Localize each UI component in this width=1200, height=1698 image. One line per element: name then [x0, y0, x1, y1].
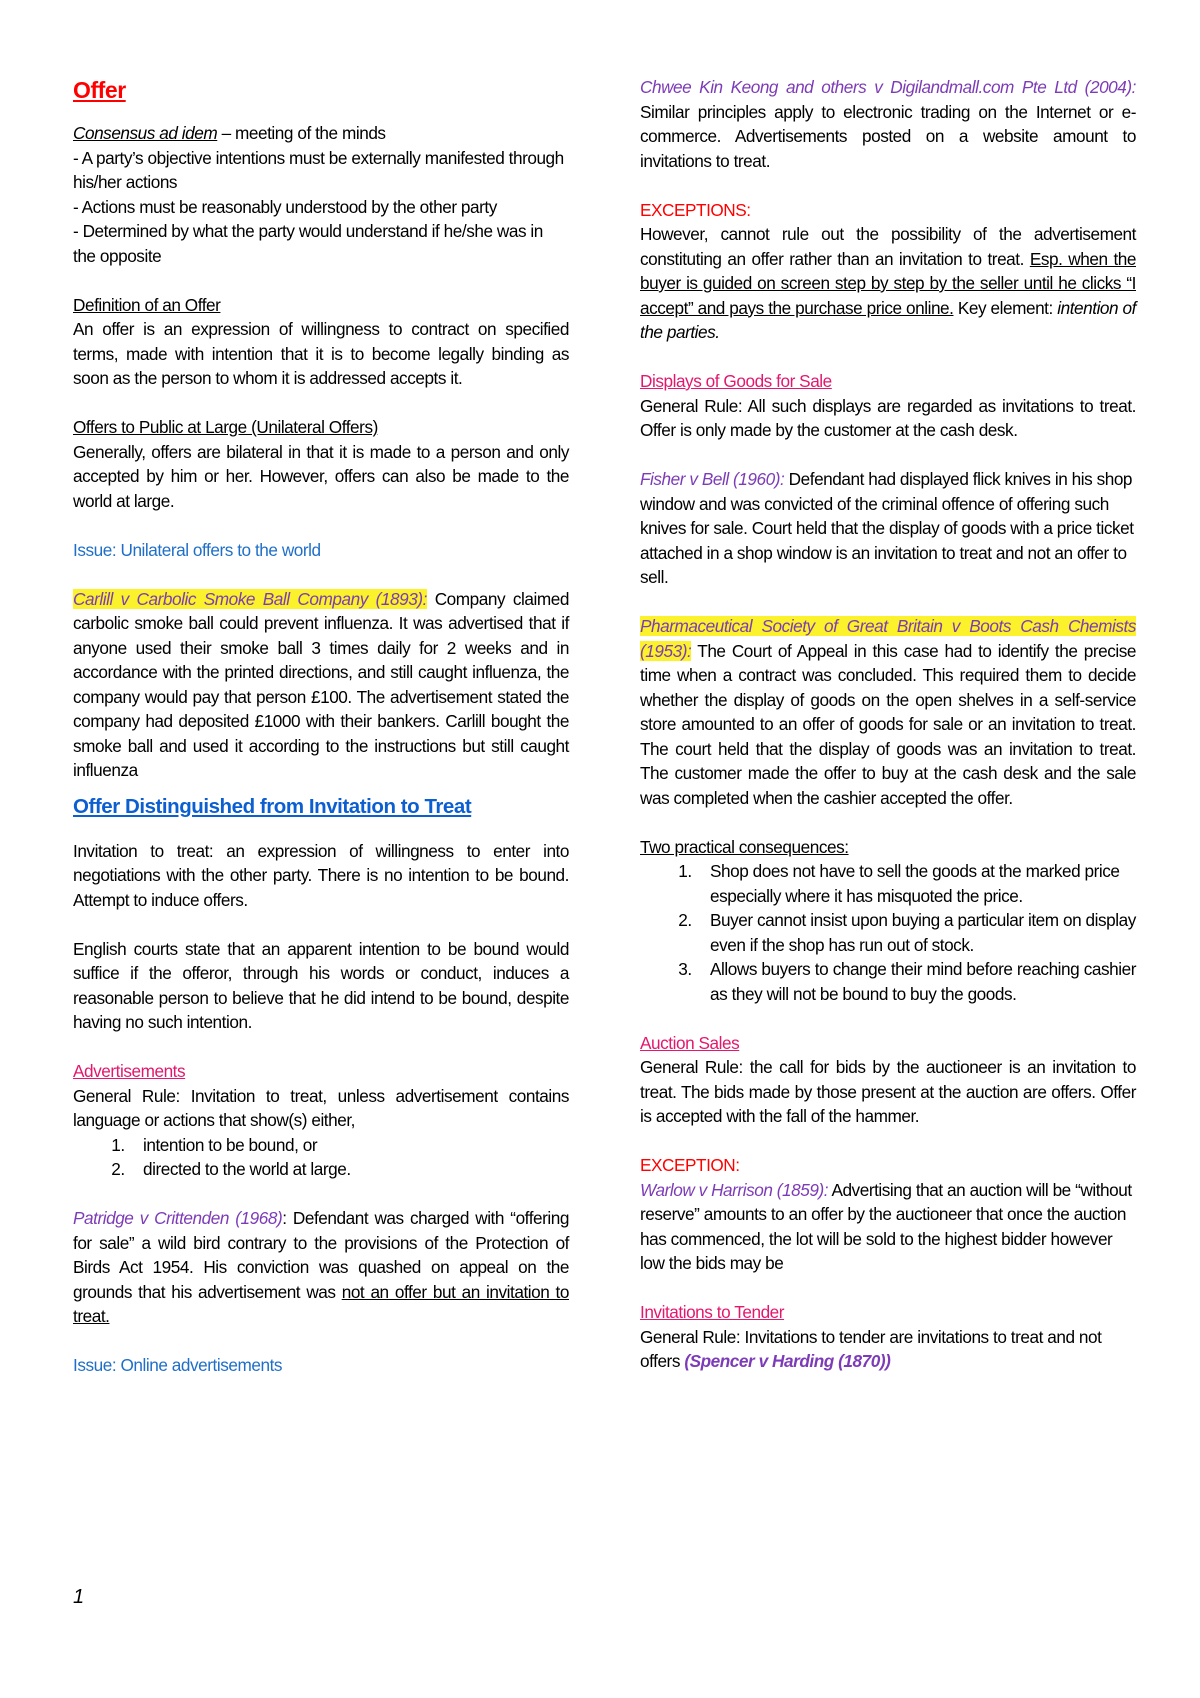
- tender-case: (Spencer v Harding (1870)): [684, 1351, 891, 1371]
- warlow-text: Advertising that an auction will be “without reserve” amounts to an offer by the auctioneer that once the auction has commenced, the lot will be sold to the highest bidder however low the bids may be: [640, 1179, 1132, 1273]
- patridge-text: Defendant was charged with “offering for sale” a wild bird contrary to the provisions of the Protection of Birds Act 1954. His conviction was quashed on appeal on the grounds that his advertisement was: [73, 1208, 569, 1302]
- advertisements-text: General Rule: Invitation to treat, unless advertisement contains language or actions that show(s) either,: [73, 1085, 569, 1130]
- consensus-point: - Actions must be reasonably understood by the other party: [73, 196, 497, 217]
- definition-heading: Definition of an Offer: [73, 294, 221, 315]
- itt-definition: Invitation to treat: an expression of willingness to enter into negotiations with the other party. There is no intention to be bound. Attempt to induce offers.: [73, 840, 569, 910]
- advertisements-heading: Advertisements: [73, 1061, 186, 1081]
- tender-heading: Invitations to Tender: [640, 1302, 785, 1322]
- consensus-point: - Determined by what the party would understand if he/she was in the opposite: [73, 221, 543, 266]
- exceptions-paragraph: [640, 222, 1136, 345]
- warlow-case: Warlow v Harrison (1859):: [640, 1179, 829, 1200]
- carlill-text: Company claimed carbolic smoke ball could prevent influenza. It was advertised that if anyone used their smoke ball 3 times daily for 2 weeks and in accordance with the printed directions, and still caught influenza, the company would pay that person £100. The advertisement stated the company had deposited £1000 with their bankers. Carlill bought the smoke ball and used it according to the instructions but still caught influenza: [73, 588, 569, 780]
- patridge-paragraph: [73, 1206, 569, 1329]
- carlill-paragraph: [73, 587, 569, 783]
- exceptions-underlined: Esp. when the buyer is guided on screen step by step by the seller until he clicks “I accept” and pays the purchase price online.: [640, 248, 1136, 318]
- consensus-term: Consensus ad idem: [73, 123, 218, 143]
- consequences-list: [640, 859, 1136, 1006]
- list-item: 1. intention to be bound, or: [129, 1133, 569, 1158]
- warlow-paragraph: [640, 1178, 1136, 1276]
- public-offers-heading: Offers to Public at Large (Unilateral Offers): [73, 417, 378, 437]
- boots-paragraph: [640, 614, 1136, 810]
- boots-text: The Court of Appeal in this case had to identify the precise time when a contract was concluded. This required them to decide whether the display of goods on the open shelves in a self-service store amounted to an offer of goods for sale or an invitation to treat. The court held that the display of goods was an invitation to treat. The customer made the offer to buy at the cash desk and the sale was completed when the cashier accepted the offer.: [640, 640, 1136, 808]
- list-item: 2. directed to the world at large.: [129, 1157, 569, 1182]
- left-column: [73, 75, 569, 1378]
- fisher-case: Fisher v Bell (1960):: [640, 469, 785, 489]
- page-number: 1: [73, 1586, 85, 1608]
- displays-heading: Displays of Goods for Sale: [640, 371, 832, 391]
- fisher-text: Defendant had displayed flick knives in his shop window and was convicted of the criminal offence of offering such knives for sale. Court held that the display of goods with a price ticket attached in a shop window is an invitation to treat and not an offer to sell.: [640, 469, 1134, 587]
- exceptions-heading: EXCEPTIONS:: [640, 199, 751, 220]
- consensus-line: [73, 121, 569, 146]
- public-offers-text: Generally, offers are bilateral in that it is made to a person and only accepted by him or her. However, offers can also be made to the world at large.: [73, 441, 569, 511]
- fisher-paragraph: [640, 467, 1136, 590]
- list-item: 1. Shop does not have to sell the goods at the marked price especially where it has misquoted the price.: [696, 859, 1136, 908]
- right-column: [640, 75, 1136, 1374]
- english-courts-text: English courts state that an apparent intention to be bound would suffice if the offeror, through his words or conduct, induces a reasonable person to believe that he did intend to be bound, despite having no such intention.: [73, 938, 569, 1032]
- patridge-colon: :: [282, 1208, 287, 1228]
- chwee-case: Chwee Kin Keong and others v Digilandmall.com Pte Ltd (2004):: [640, 77, 1136, 97]
- consequences-heading: Two practical consequences:: [640, 836, 849, 857]
- exceptions-key: Key element:: [953, 297, 1058, 318]
- auction-heading: Auction Sales: [640, 1032, 740, 1053]
- definition-text: An offer is an expression of willingness to contract on specified terms, made with intention that it is to become legally binding as soon as the person to whom it is addressed accepts it.: [73, 319, 569, 388]
- exceptions-text: However, cannot rule out the possibility of the advertisement constituting an offer rather than an invitation to treat.: [640, 224, 1136, 269]
- page-title: Offer: [73, 77, 126, 103]
- list-item: 3. Allows buyers to change their mind before reaching cashier as they will not be bound to buy the goods.: [696, 957, 1136, 1006]
- patridge-case: Patridge v Crittenden (1968): [73, 1208, 283, 1228]
- carlill-case: Carlill v Carbolic Smoke Ball Company (1893):: [73, 588, 427, 609]
- tender-paragraph: [640, 1325, 1136, 1374]
- section-heading-itt: Offer Distinguished from Invitation to Treat: [73, 794, 472, 818]
- patridge-underlined: not an offer but an invitation to treat.: [73, 1281, 569, 1326]
- exceptions-italic: intention of the parties.: [640, 297, 1136, 342]
- issue-online: Issue: Online advertisements: [73, 1355, 283, 1375]
- advertisements-list: [73, 1133, 569, 1182]
- chwee-text: Similar principles apply to electronic trading on the Internet or e-commerce. Advertisements posted on a website amount to invitations to treat.: [640, 101, 1136, 171]
- exception-heading: EXCEPTION:: [640, 1155, 740, 1175]
- tender-text: General Rule: Invitations to tender are invitations to treat and not offers: [640, 1326, 1102, 1371]
- boots-case: Pharmaceutical Society of Great Britain v Boots Cash Chemists (1953):: [640, 616, 1136, 661]
- auction-text: General Rule: the call for bids by the auctioneer is an invitation to treat. The bids made by those present at the auction are offers. Offer is accepted with the fall of the hammer.: [640, 1057, 1136, 1126]
- issue-unilateral: Issue: Unilateral offers to the world: [73, 539, 321, 560]
- consensus-point: - A party’s objective intentions must be externally manifested through his/her actions: [73, 147, 564, 192]
- displays-text: General Rule: All such displays are regarded as invitations to treat. Offer is only made by the customer at the cash desk.: [640, 395, 1136, 440]
- list-item: 2. Buyer cannot insist upon buying a particular item on display even if the shop has run out of stock.: [696, 908, 1136, 957]
- chwee-paragraph: [640, 75, 1136, 173]
- consensus-rest: – meeting of the minds: [217, 123, 386, 143]
